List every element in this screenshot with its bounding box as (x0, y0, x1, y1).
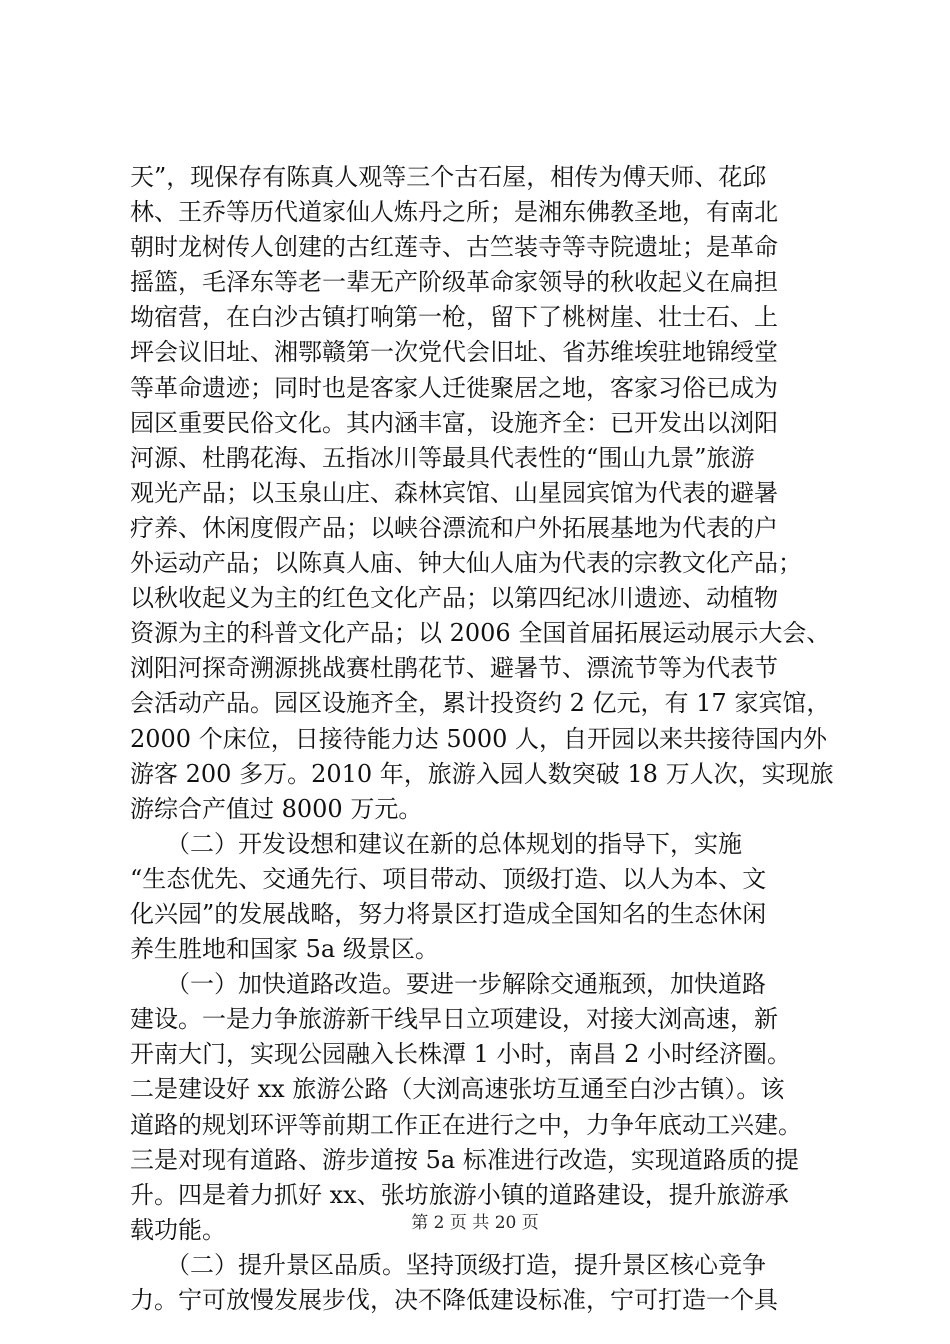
text-line: 2000 个床位，日接待能力达 5000 人，自开园以来共接待国内外 (130, 724, 828, 753)
text-line: （二）提升景区品质。坚持顶级打造，提升景区核心竞争 (130, 1250, 766, 1279)
text-line: “生态优先、交通先行、项目带动、顶级打造、以人为本、文 (130, 864, 767, 893)
text-line: 游客 200 多万。2010 年，旅游入园人数突破 18 万人次，实现旅 (130, 759, 834, 788)
text-line: 等革命遗迹；同时也是客家人迁徙聚居之地，客家习俗已成为 (130, 373, 778, 402)
text-line: 道路的规划环评等前期工作正在进行之中，力争年底动工兴建。 (130, 1110, 802, 1139)
text-line: 游综合产值过 8000 万元。 (130, 794, 423, 823)
page-footer (0, 1212, 950, 1234)
text-line: 资源为主的科普文化产品；以 2006 全国首届拓展运动展示大会、 (130, 619, 831, 648)
text-line: 二是建设好 xx 旅游公路（大浏高速张坊互通至白沙古镇）。该 (130, 1075, 785, 1104)
text-line: 林、王乔等历代道家仙人炼丹之所；是湘东佛教圣地，有南北 (130, 198, 778, 227)
text-line: 载功能。 (130, 1215, 226, 1244)
text-line: 升。四是着力抓好 xx、张坊旅游小镇的道路建设，提升旅游承 (130, 1180, 789, 1209)
text-line: 三是对现有道路、游步道按 5a 标准进行改造，实现道路质的提 (130, 1145, 799, 1174)
text-line: 朝时龙树传人创建的古红莲寺、古竺装寺等寺院遗址；是革命 (130, 233, 778, 262)
text-line: 养生胜地和国家 5a 级景区。 (130, 935, 439, 964)
text-line: 力。宁可放慢发展步伐，决不降低建设标准，宁可打造一个具 (130, 1286, 778, 1314)
text-line: 摇篮，毛泽东等老一辈无产阶级革命家领导的秋收起义在扁担 (130, 268, 778, 297)
text-line: 天”，现保存有陈真人观等三个古石屋，相传为傅天师、花邱 (130, 163, 767, 191)
text-line: 以秋收起义为主的红色文化产品；以第四纪冰川遗迹、动植物 (130, 584, 778, 613)
text-line: 化兴园”的发展战略，努力将景区打造成全国知名的生态休闲 (130, 899, 767, 928)
text-line: 会活动产品。园区设施齐全，累计投资约 2 亿元，有 17 家宾馆， (130, 689, 831, 718)
text-line: 坳宿营，在白沙古镇打响第一枪，留下了桃树崖、壮士石、上 (130, 303, 778, 332)
text-line: 河源、杜鹃花海、五指冰川等最具代表性的“围山九景”旅游 (130, 443, 755, 472)
text-line: 坪会议旧址、湘鄂赣第一次党代会旧址、省苏维埃驻地锦绶堂 (130, 338, 778, 367)
text-line: 疗养、休闲度假产品；以峡谷漂流和户外拓展基地为代表的户 (130, 513, 778, 542)
text-line: 建设。一是力争旅游新干线早日立项建设，对接大浏高速，新 (130, 1005, 778, 1034)
text-line: （一）加快道路改造。要进一步解除交通瓶颈，加快道路 (130, 970, 766, 999)
text-line: 外运动产品；以陈真人庙、钟大仙人庙为代表的宗教文化产品； (130, 549, 802, 578)
text-line: 观光产品；以玉泉山庄、森林宾馆、山星园宾馆为代表的避暑 (130, 478, 778, 507)
text-line: 开南大门，实现公园融入长株潭 1 小时，南昌 2 小时经济圈。 (130, 1040, 792, 1069)
text-line: （二）开发设想和建议在新的总体规划的指导下，实施 (130, 829, 742, 858)
text-line: 园区重要民俗文化。其内涵丰富，设施齐全：已开发出以浏阳 (130, 408, 778, 437)
page-number-label: 第 2 页 共 20 页 (411, 1213, 539, 1233)
text-line: 浏阳河探奇溯源挑战赛杜鹃花节、避暑节、漂流节等为代表节 (130, 654, 778, 683)
body-text (130, 160, 834, 1318)
